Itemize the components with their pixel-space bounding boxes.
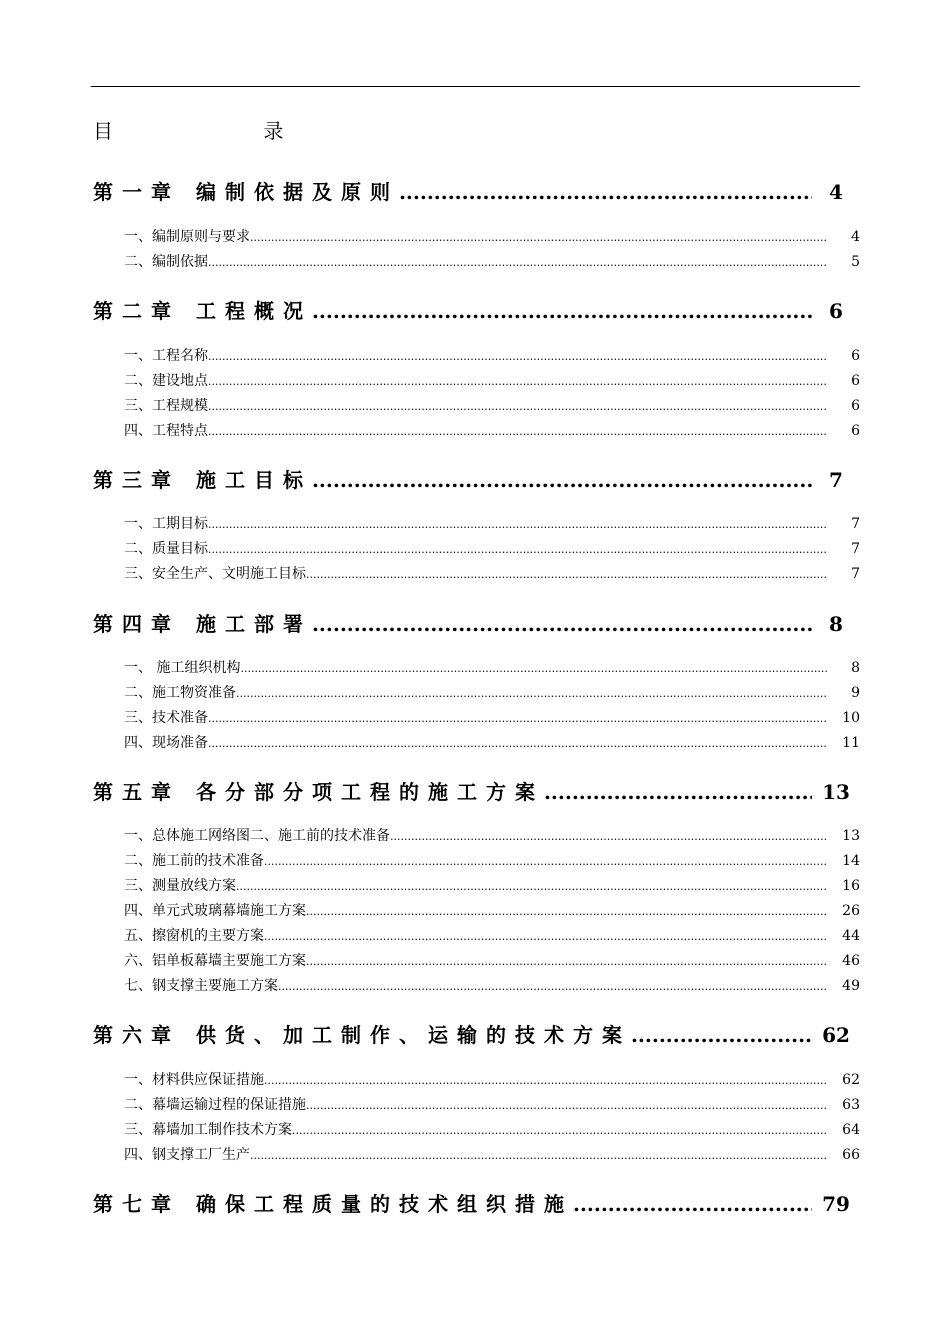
- toc-section-entry[interactable]: [124, 732, 860, 754]
- dot-leader: [264, 1074, 828, 1087]
- page-number: 11: [842, 735, 860, 751]
- chapter-title: 第六章 供货、加工制作、运输的技术方案: [93, 1023, 631, 1047]
- page-number: 7: [851, 516, 860, 532]
- toc-chapter-entry[interactable]: [91, 176, 860, 206]
- dot-leader: [278, 980, 828, 993]
- toc-section-entry[interactable]: [124, 850, 860, 872]
- toc-section-entry[interactable]: [124, 1094, 860, 1116]
- page-number: 8: [851, 660, 860, 676]
- toc-section-entry[interactable]: [124, 251, 860, 273]
- section-title: 五、擦窗机的主要方案: [124, 928, 264, 944]
- page-number: 13: [842, 828, 860, 844]
- section-title: 二、施工前的技术准备: [124, 853, 264, 869]
- section-title: 四、现场准备: [124, 735, 208, 751]
- chapter-title: 第五章 各分部分项工程的施工方案: [93, 780, 544, 804]
- section-title: 二、幕墙运输过程的保证措施: [124, 1097, 306, 1113]
- dot-leader: [208, 350, 828, 363]
- dot-leader: [236, 880, 828, 893]
- section-title: 一、总体施工网络图二、施工前的技术准备: [124, 828, 390, 844]
- page-number: 4: [851, 229, 860, 245]
- dot-leader: [631, 1023, 812, 1047]
- toc-section-entry[interactable]: [124, 345, 860, 367]
- toc-section-entry[interactable]: [124, 1119, 860, 1141]
- section-title: 七、钢支撑主要施工方案: [124, 978, 278, 994]
- section-title: 四、单元式玻璃幕墙施工方案: [124, 903, 306, 919]
- toc-section-entry[interactable]: [124, 513, 860, 535]
- dot-leader: [250, 231, 828, 244]
- page-number: 14: [842, 853, 860, 869]
- dot-leader: [306, 1099, 828, 1112]
- section-title: 三、技术准备: [124, 710, 208, 726]
- page-number: 62: [842, 1072, 860, 1088]
- toc-chapter-entry[interactable]: [91, 295, 860, 325]
- dot-leader: [208, 256, 828, 269]
- toc-section-entry[interactable]: [124, 395, 860, 417]
- page-number: 6: [829, 299, 843, 323]
- page-number: 4: [829, 180, 843, 204]
- toc-chapter-entry[interactable]: [91, 464, 860, 494]
- page-number: 7: [851, 566, 860, 582]
- section-title: 四、工程特点: [124, 423, 208, 439]
- page-number: 13: [822, 780, 850, 804]
- toc-section-entry[interactable]: [124, 707, 860, 729]
- section-title: 二、施工物资准备: [124, 685, 236, 701]
- dot-leader: [312, 299, 812, 323]
- toc-chapter-entry[interactable]: [91, 1019, 860, 1049]
- dot-leader: [390, 830, 828, 843]
- dot-leader: [544, 780, 812, 804]
- page-number: 66: [842, 1147, 860, 1163]
- section-title: 三、幕墙加工制作技术方案: [124, 1122, 292, 1138]
- toc-section-entry[interactable]: [124, 657, 860, 679]
- section-title: 一、 施工组织机构: [124, 660, 241, 676]
- page-number: 5: [851, 254, 860, 270]
- page-number: 26: [842, 903, 860, 919]
- dot-leader: [208, 543, 828, 556]
- dot-leader: [306, 955, 828, 968]
- toc-section-entry[interactable]: [124, 538, 860, 560]
- dot-leader: [236, 687, 828, 700]
- section-title: 六、铝单板幕墙主要施工方案: [124, 953, 306, 969]
- dot-leader: [208, 425, 828, 438]
- page-number: 46: [842, 953, 860, 969]
- section-title: 四、钢支撑工厂生产: [124, 1147, 250, 1163]
- section-title: 一、工期目标: [124, 516, 208, 532]
- dot-leader: [573, 1192, 812, 1216]
- dot-leader: [208, 712, 828, 725]
- page-number: 44: [842, 928, 860, 944]
- section-title: 三、测量放线方案: [124, 878, 236, 894]
- dot-leader: [208, 375, 828, 388]
- toc-section-entry[interactable]: [124, 1144, 860, 1166]
- chapter-title: 第四章 施工部署: [93, 612, 312, 636]
- page-number: 6: [851, 348, 860, 364]
- page-number: 6: [851, 423, 860, 439]
- page-number: 8: [829, 612, 843, 636]
- toc-section-entry[interactable]: [124, 950, 860, 972]
- dot-leader: [292, 1124, 828, 1137]
- chapter-title: 第七章 确保工程质量的技术组织措施: [93, 1192, 573, 1216]
- dot-leader: [208, 518, 828, 531]
- section-title: 三、工程规模: [124, 398, 208, 414]
- section-title: 三、安全生产、文明施工目标: [124, 566, 306, 582]
- dot-leader: [264, 930, 828, 943]
- toc-section-entry[interactable]: [124, 875, 860, 897]
- toc-title: 目 录: [93, 119, 356, 143]
- chapter-title: 第三章 施工目标: [93, 468, 312, 492]
- header-rule: [91, 86, 860, 87]
- toc-chapter-entry[interactable]: [91, 776, 860, 806]
- toc-section-entry[interactable]: [124, 975, 860, 997]
- dot-leader: [264, 855, 828, 868]
- section-title: 二、质量目标: [124, 541, 208, 557]
- section-title: 一、工程名称: [124, 348, 208, 364]
- chapter-title: 第一章 编制依据及原则: [93, 180, 399, 204]
- page-number: 9: [851, 685, 860, 701]
- chapter-title: 第二章 工程概况: [93, 299, 312, 323]
- page-number: 49: [842, 978, 860, 994]
- toc-section-entry[interactable]: [124, 1069, 860, 1091]
- toc-section-entry[interactable]: [124, 370, 860, 392]
- page-number: 6: [851, 373, 860, 389]
- page-number: 64: [842, 1122, 860, 1138]
- page-number: 7: [851, 541, 860, 557]
- toc-chapter-entry[interactable]: [91, 1188, 860, 1218]
- dot-leader: [240, 662, 828, 675]
- page-number: 62: [822, 1023, 850, 1047]
- toc-section-entry[interactable]: [124, 682, 860, 704]
- section-title: 二、建设地点: [124, 373, 208, 389]
- section-title: 一、编制原则与要求: [124, 229, 250, 245]
- dot-leader: [399, 180, 812, 204]
- section-title: 一、材料供应保证措施: [124, 1072, 264, 1088]
- dot-leader: [250, 1149, 828, 1162]
- page-number: 10: [842, 710, 860, 726]
- toc-section-entry[interactable]: [124, 563, 860, 585]
- page-number: 79: [822, 1192, 850, 1216]
- dot-leader: [208, 400, 828, 413]
- page-number: 16: [842, 878, 860, 894]
- toc-section-entry[interactable]: [124, 420, 860, 442]
- dot-leader: [312, 468, 812, 492]
- page-number: 7: [829, 468, 843, 492]
- dot-leader: [306, 568, 828, 581]
- section-title: 二、编制依据: [124, 254, 208, 270]
- toc-section-entry[interactable]: [124, 900, 860, 922]
- page-number: 63: [842, 1097, 860, 1113]
- dot-leader: [208, 737, 828, 750]
- dot-leader: [306, 905, 828, 918]
- dot-leader: [312, 612, 812, 636]
- toc-section-entry[interactable]: [124, 226, 860, 248]
- page-number: 6: [851, 398, 860, 414]
- toc-section-entry[interactable]: [124, 825, 860, 847]
- toc-chapter-entry[interactable]: [91, 608, 860, 638]
- toc-section-entry[interactable]: [124, 925, 860, 947]
